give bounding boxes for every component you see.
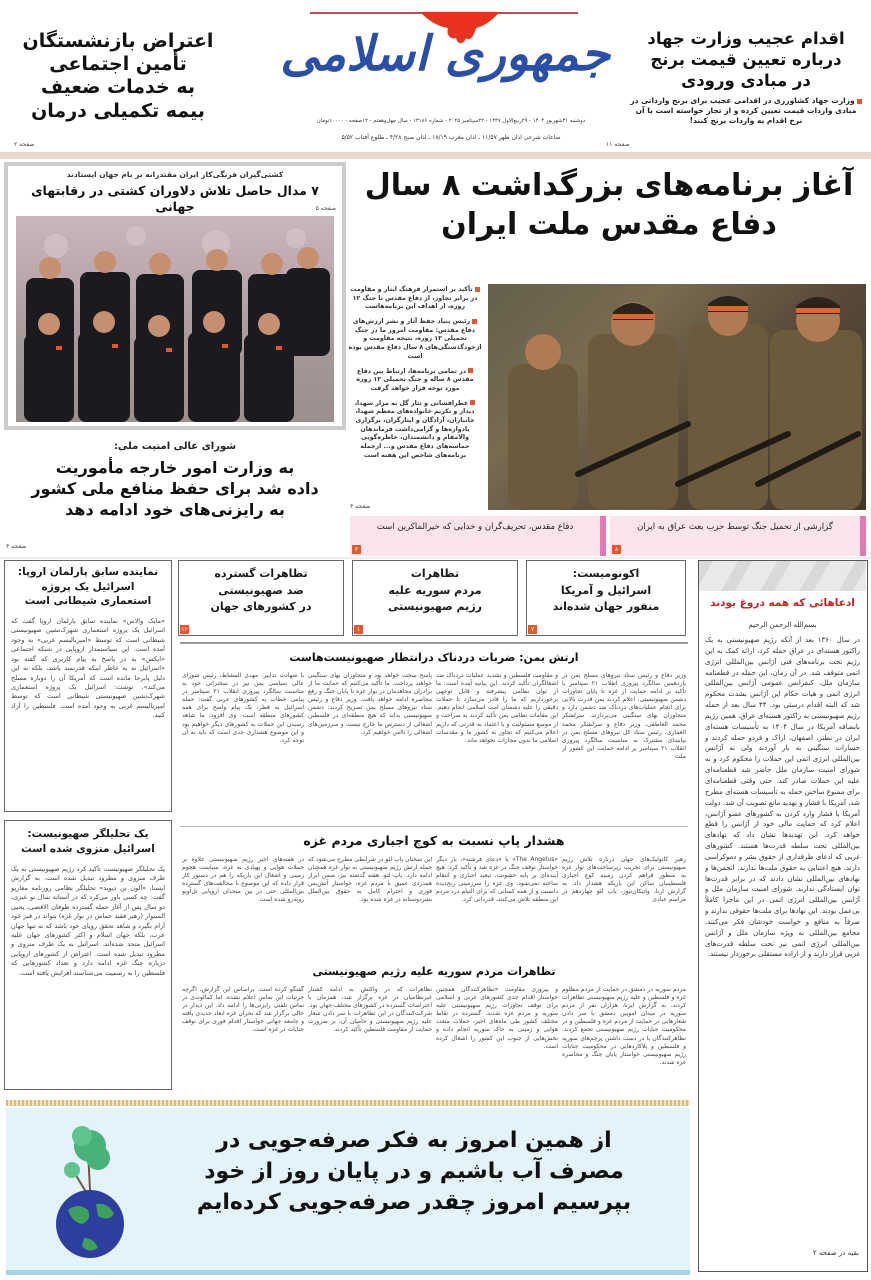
analyst-headline: یک تحلیلگر صهیونیست: اسرائیل منزوی شده است <box>21 828 155 856</box>
headline-line: داده شد برای حفظ منافع ملی کشور <box>31 478 319 498</box>
page-ref: صفحه ۳ <box>6 543 27 550</box>
main-bullet: عطرافشانی و نثار گل به مزار شهدا، دیدار و تکریم خانواده‌های معظم شهدا، جانبازان، آزادگان و ایثارگران، برگزاری یادواره‌ها و گرامی‌داشت فرماندهان والامقام و دانشمندان، خاطره‌گویی حماسه‌های دفاع مقدس و... ازجمله برنامه‌های شاخص این هفته است <box>354 399 475 459</box>
yemen-col-4: با شهادت تدابیر. مهدی المشاط، رئیس شورای عالی سیاسی یمن نیز در سخنرانی خود به مناسبت سالگرد پیروزی انقلاب ۲۱ سپتامبر در پیامی خطاب به کشورهای عربی گفت: حمله اسرائیل به قطر، یک پیام واضح برای همه کشورهای منطقه است. وی افزود: ما شاهد رسیدن این حملات به کشورهای دیگر خواهیم بود و این موضوع هشداری جدی است که باید به آن توجه کرد. <box>182 672 304 744</box>
page-ref: صفحه ۵ <box>315 205 336 212</box>
earth-tree-icon <box>50 1120 130 1260</box>
headline-line: اعتراض بازنشستگان <box>22 30 214 52</box>
wrestling-box[interactable] <box>4 162 346 430</box>
center-top-rule <box>180 642 688 644</box>
headline-line: اقدام عجیب وزارت جهاد <box>647 29 845 48</box>
syria-col-3: تظاهرات که در واکنش به ادامه کشتار غیرنظامیان در غزه برگزار شد، همزمان با اعتراضات گسترده در کشورهای مختلف جهان بود. شرکت‌کنندگان در این تظاهرات با سر دادن شعار علیه رژیم صهیونیستی و حامیان آن، بر ضرورت حمایت از مقاومت فلسطین تأکید کردند. <box>308 986 432 1034</box>
teaser-syria-protest[interactable] <box>352 560 518 636</box>
editorial-body: در سال ۱۳۶۰ بعد از آنکه رژیم صهیونیستی به یک راکتور هسته‌ای در عراق حمله کرد، ارائه کمک به این رژیم تحت برنامه‌های فنی آژانس بین‌المللی انرژی اتمی متوقف شد. در آن زمان، این حمله در قطعنامه سازمان ملل، کنفرانس عمومی آژانس بین‌المللی انرژی اتمی و هیات حکام این آژانس بشدت محکوم شد که البته اقدام درستی بود. ۴۴ سال بعد از حمله رژیم صهیونیستی به راکتور هسته‌ای عراق، همین رژیم بانضافه آمریکا در سال ۱۴۰۴ به تأسیسات هسته‌ای ایران در نطنز، اصفهان، اراک و فردو حمله کردند و خسارات سنگینی به بار آوردند ولی نه آژانس بین‌المللی انرژی اتمی این حملات را محکوم کرد و نه شورای امنیت سازمان ملل حاضر شد قطعنامه‌ای علیه این حملات صادر کند. حتی وقتی قطعنامه‌ای برای ممنوع ساختن حمله به تأسیسات هسته‌ای مطرح شد، آمریکا با فشار و تهدید مانع تصویب آن شد. دولت آمریکا با فشار وارد کردن به کشورهای عضو آژانس، اعلام کرد که حمایت مالی خود از آژانس را قطع خواهد کرد. این تهدیدها نشان داد که نهادهای بین‌المللی تحت سلطه قدرت‌ها هستند. کشورهای غربی که ادعای طرفداری از حقوق بشر و دموکراسی دارند، هیچ اعتنایی به حقوق ملت‌ها ندارند. انجمن‌ها و نهادهای بین‌المللی نشان دادند که در برابر قدرت‌ها توان ایستادگی ندارند. شورای امنیت سازمان ملل و آژانس بین‌المللی انرژی اتمی در این ماجرا کاملاً بی‌عمل بودند. این نهادها برای ملت‌ها حقوقی ندارند و صرفاً به منافع و خواست خودشان فکر می‌کنند. مجامع بین‌المللی به ویژه سازمان ملل و آژانس بین‌المللی انرژی اتمی نیز تحت سلطه قدرت‌های غربی قرار دارند و از اراده مستقلی برخوردار نیستند. <box>705 636 860 959</box>
teaser-text: اکونومیست: اسرائیل و آمریکا منفور جهان شده‌اند <box>552 567 660 613</box>
soldiers-illustration <box>488 284 866 510</box>
headline-line: تأمین اجتماعی <box>49 53 187 76</box>
europe-mp-body: «مایک والاس» نماینده سابق پارلمان اروپا گفت که اسرائیل یک پروژه استعماری شهرک‌نشین صهیونیستی شیطانی است که توسط «امپریالیسم غربی» به وجود آمده است. این سیاستمدار اروپایی در شبکه اجتماعی «ایکس» به در پاسخ به پیام کاربری که گفته بود «اسرائیل نه به خاطر اینکه قدرتمند باشد، بلکه به این دلیل پابرجا مانده است که آمریکا آن را دوباره مسلح می‌کند»، نوشت: اسرائیل یک پروژه استعماری شهرک‌نشین صهیونیستی شیطانی است که توسط امپریالیسم غربی به وجود آمده است. فلسطین را آزاد کنید. <box>11 617 165 720</box>
main-photo <box>488 284 866 510</box>
main-bullet: تأکید بر استمرار فرهنگ ایثار و مقاومت در برابر تجاوز، از دفاع مقدس تا جنگ ۱۲ روزه، از اهداف این برنامه‌هاست <box>348 286 482 312</box>
editorial-header-pattern <box>699 561 866 591</box>
yemen-headline[interactable]: ارتش یمن: ضربات دردناک درانتظار صهیونیست‌هاست <box>289 651 579 664</box>
page-tag: ۸ <box>612 545 621 554</box>
syria-headline[interactable]: تظاهرات مردم سوریه علیه رژیم صهیونیستی <box>312 965 556 978</box>
syria-col-1: مردم سوریه در دمشق در حمایت از مردم مظلوم غزه و فلسطین و علیه رژیم صهیونیستی تظاهرات کردند. به گزارش ایرنا، هزاران نفر از مردم سوریه در میدان امویین دمشق با سر دادن شعارهایی در حمایت از مردم غزه و فلسطین و در محکومیت جنایات رژیم صهیونیستی تجمع کردند. تظاهرکنندگان با در دست داشتن پرچم‌های سوریه و فلسطین و پلاکاردهایی در محکومیت جنایات رژیم صهیونیستی خواستار پایان جنگ و محاصره غزه شدند. <box>562 986 686 1066</box>
main-bullets <box>348 286 482 460</box>
page-ref: صفحه ۲ <box>14 141 35 148</box>
center-rule <box>180 826 688 827</box>
main-bullet: در تمامی برنامه‌ها، ارتباط بین دفاع مقدس ۸ ساله و جنگ تحمیلی ۱۲ روزه مورد توجه قرار خواهد گرفت <box>356 367 474 392</box>
security-council-kicker: شورای عالی امنیت ملی: <box>113 441 237 452</box>
headline-line: در مبادی ورودی <box>681 71 811 91</box>
pope-col-2: «The Angelus» یا «دعای فرشته»، بار دیگر خواستار توقف جنگ در غزه شد و تأکید کرد: هیچ آینده‌ای بر پایه خشونت، تبعید اجباری و انتقام ساخته نمی‌شود. وی غزه را سرزمینی رنج‌دیده دانست و از همه کسانی که برای التیام درد مردم این منطقه تلاش می‌کنند، قدردانی کرد. <box>436 856 558 904</box>
logo-text: جمهوری اسلامی <box>280 26 610 82</box>
yemen-col-2: و مقاومت فلسطین و تشدید عملیات دردناک ضد اشغالگران تأکید کردند. این بیانیه آمده است: ما از توان نظامی پیشرفته و قابل توجهی برخورداریم که ما را قادر می‌سازد تا حملات دقیقی را علیه دشمنان امت اسلامی انجام دهیم. این مقامات نظامی یمن تأکید کردند به صراحت و از موضع مسئولیت و با اعتماد به قدرتی که داریم اعلام می‌کنیم که تجاوز به کشور ما و مقدسات اسلامی ما بدون مجازات نخواهد ماند. <box>436 672 558 744</box>
pink-teaser-text: دفاع مقدس، تحریف‌گران و خدایی که خیرالماکرین است <box>376 522 574 532</box>
editorial-title: ادعاهائی که همه دروغ بودند <box>710 597 855 609</box>
wrestling-kicker: کشتی‌گیران فرنگی‌کار ایران مقتدرانه بر بام جهان ایستادند <box>66 170 284 179</box>
top-right-summary: وزارت جهاد کشاورزی در اقدامی عجیب برای برنج وارداتی در مبادی واردات قیمت تعیین کرده و از تجار خواسته است با آن نرخ اقدام به واردات برنج کنند! <box>628 96 864 126</box>
bullet-icon <box>470 400 475 405</box>
ad-top-border <box>6 1100 690 1106</box>
headline-line: به وزارت امور خارجه مأموریت <box>55 458 295 477</box>
main-headline[interactable] <box>352 166 866 244</box>
bullet-icon <box>857 99 862 104</box>
headline-line: بیمه تکمیلی درمان <box>31 99 205 122</box>
teaser-world-protests[interactable] <box>178 560 344 636</box>
pink-teaser-iraq[interactable] <box>610 516 866 556</box>
bullet-icon <box>475 287 480 292</box>
page-tag: ۱۲ <box>181 626 188 633</box>
wrestling-headline: ۷ مدال حاصل تلاش دلاوران کشتی در رقابتهای جهانی <box>31 183 319 215</box>
prayer-times: ساعات شرعی اذان ظهر ۱۱/۵۷ ـ اذان مغرب ۱۸/۱۹ ـ اذان صبح ۴/۲۸ ـ طلوع آفتاب ۵/۵۲ <box>341 134 561 141</box>
masthead-divider <box>0 152 871 159</box>
top-right-headline[interactable] <box>628 28 864 91</box>
pope-col-1: رهبر کاتولیک‌های جهان درباره تلاش رژیم صهیونیستی برای تخریب زیرساخت‌های نوار غزه به منظور فراهم کردن زمینه کوچ اجباری فلسطینیان ساکن این باریکه هشدار داد. به گزارش ارنا، واتیکان‌نیوز، پاپ لئو چهاردهم در مراسم عبادی <box>562 856 686 904</box>
analyst-box[interactable] <box>4 820 172 1090</box>
main-bullet: رئیس بنیاد حفظ آثار و نشر ارزش‌های دفاع مقدس: مقاومت امروز ما در جنگ تحمیلی ۱۲ روزه، نتیجه مقاومت و ازخودگذشتگی‌های ۸ سال دفاع مقدس بوده است <box>348 318 482 360</box>
headline-line: به رایزنی‌های خود ادامه دهد <box>65 499 285 519</box>
syria-col-2: و پیروزی مقاومت «تظاهرکنندگان همچنین خواستار اقدام جدی کشورهای عربی و اسلامی برای توقف تجاوزات رژیم صهیونیستی علیه سوریه و مردم غزه شدند. گسترده در نقاط مختلف کشور طی ماه‌های اخیر، حملات متعدد هوایی و زمینی به خاک سوریه انجام داده و بخش‌هایی از جنوب این کشور را اشغال کرده است. <box>436 986 558 1050</box>
pope-col-4: در هفته‌های اخیر رژیم صهیونیستی علاوه بر حملات هوایی و پهپادی به غزه، سیاست هجوم زمینی و اشغال این باریکه را هم در دستور کار قرار داده که این موضوع با مخالفت‌های گسترده بین‌المللی حتی در بین متحدان اروپایی تل‌آویو روبه‌رو شده است. <box>182 856 304 904</box>
headline-line: آغاز برنامه‌های بزرگداشت ۸ سال <box>364 168 854 203</box>
pope-col-3: این سخنان پاپ لئو در شرایطی مطرح می‌شود که حمله ارتش رژیم صهیونیستی به نوار غزه همچنان ادامه دارد. پاپ لئو، هفته گذشته نیز، ضمن ابراز همدردی عمیق با مردم غزه، خواستار آتش‌بس فوری و احترام کامل به حقوق بین‌الملل بشردوستانه در غزه شده بود. <box>308 856 432 904</box>
ad-text: از همین امروز به فکر صرفه‌جویی در مصرف آب باشیم و در پایان روز از خود بپرسیم امروز چقدر صرفه‌جویی کرده‌ایم <box>196 1128 632 1215</box>
section-divider <box>0 557 871 559</box>
europe-mp-headline: نماینده سابق پارلمان اروپا: اسرائیل یک پروژه استعماری شیطانی است <box>17 566 159 608</box>
yemen-col-3: پاسخ سخت خواهد بود و متجاوزان بهای سنگینی خواهند پرداخت. ما تأکید می‌کنیم که حمایت ما از برادران مجاهدمان در نوار غزه تا پایان جنگ و رفع محاصره ادامه خواهد یافت. وزیر دفاع و رئیس ستاد نیروهای مسلح یمن تصریح کردند: دشمن صهیونیستی بداند که هیچ منطقه‌ای در فلسطین اشغالی از دسترس ما خارج نیست و سرزمین‌های اشغالی را ناامن خواهیم کرد. <box>308 672 432 736</box>
teaser-text: تظاهرات مردم سوریه علیه رژیم صهیونیستی <box>388 567 482 613</box>
page-ref: صفحه ۳ <box>350 503 371 510</box>
headline-line: به خدمات ضعیف <box>40 76 195 99</box>
headline-line: درباره تعیین قیمت برنج <box>650 50 842 70</box>
ad-bottom-border <box>6 1270 690 1275</box>
yemen-col-1: وزیر دفاع و رئیس ستاد نیروهای مسلح یمن در یازدهمین سالگرد پیروزی انقلاب ۲۱ سپتامبر با تأکید بر ادامه حمایت از غزه تا پایان تجاوزات دشمن صهیونیستی، اعلام کردند یمن قدرت بالایی برای انجام عملیات‌های دردناک ضد دشمن دارد و متجاوزان بهای سنگینی می‌پردازند. سرلشکر محمد العاطفی، وزیر دفاع و سرلشکر محمد الغماری، رئیس ستاد کل نیروهای مسلح یمن در بیانیه‌ای مشترک به مناسبت سالگرد پیروزی انقلاب ۲۱ سپتامبر بر ادامه حمایت این کشور از ملت <box>562 672 686 760</box>
pink-teaser-text: گزارشی از تحمیل جنگ توسط حزب بعث عراق به ایران <box>637 522 833 532</box>
security-council-headline[interactable] <box>4 458 346 520</box>
top-left-headline[interactable] <box>8 30 228 123</box>
editorial-box[interactable] <box>698 560 868 1272</box>
bullet-icon <box>468 368 473 373</box>
europe-mp-box[interactable] <box>4 560 172 812</box>
headline-line: دفاع مقدس ملت ایران <box>441 207 777 242</box>
teaser-text: تظاهرات گسترده ضد صهیونیستی در کشورهای جهان <box>210 567 312 613</box>
wrestling-team-photo <box>16 216 334 422</box>
editorial-continued[interactable]: بقیه در صفحه ۲ <box>812 1249 859 1257</box>
pope-headline[interactable]: هشدار پاپ نسبت به کوچ اجباری مردم غزه <box>303 833 565 848</box>
page-ref: صفحه ۱۱ <box>606 141 630 148</box>
page-tag: ۱ <box>354 625 363 634</box>
bullet-icon <box>472 319 477 324</box>
pink-teaser-holy-defense[interactable] <box>350 516 606 556</box>
page-tag: ۷ <box>528 625 537 634</box>
editorial-bismillah: بسم‌الله الرحمن الرحیم <box>748 621 817 629</box>
wrestlers-illustration <box>16 216 334 422</box>
syria-col-4: گفتگو کرده است. براساس این گزارش، اگرچه جزئیات این تماس اعلام نشده، اما کمالوندی در تماس تلفنی رایزنی‌ها را ادامه داد. این دیدار در حالی برگزار شد که بحران غزه ابعاد جدیدی یافته و جامعه جهانی خواستار اقدام فوری برای توقف جنایات در غزه است. <box>182 986 304 1034</box>
teaser-economist[interactable] <box>526 560 686 636</box>
date-line: دوشنبه ۳۱شهریور ۱۴۰۴ - ۲۹ربیع‌الاول ۱۴۴۷ - ۲۲سپتامبر ۲۰۲۵ - شماره ۱۳۱۸۶ - سال چهل‌وهفتم - ۱۲صفحه - ۱۰۰۰۰تومان <box>316 118 586 124</box>
page-tag: ۳ <box>352 545 361 554</box>
masthead-logo <box>280 4 610 116</box>
analyst-body: یک تحلیلگر صهیونیست تأکید کرد رژیم صهیونیستی به یک طرف منزوی و مطرود تبدیل شده است. به گزارش ایسنا، «آلون بن دیوید» تحلیلگر نظامی روزنامه معاریو گفت: چه کسی باور می‌کرد که در آستانه سال نو عبری، دو سال پس از آغاز حمله گسترده طوفان الاقصی، یحیی السنوار (رهبر فقید حماس در نوار غزه) بتواند در قبر خود آرام بگیرد و شاهد تحقق رویای خود باشد که نه تنها جهان عرب، بلکه جهان اسلام و اکثر کشورهای جهان علیه اسرائیل متحد شده‌اند. اسرائیل به یک طرف منزوی و مطرود تبدیل شده است. اعتراض از کشورهای اروپایی درباره جنگ غزه ادامه دارد و تعداد کشورهایی که فلسطین را به رسمیت می‌شناسند افزایش یافته است. <box>11 865 165 977</box>
water-saving-ad[interactable] <box>6 1108 690 1270</box>
